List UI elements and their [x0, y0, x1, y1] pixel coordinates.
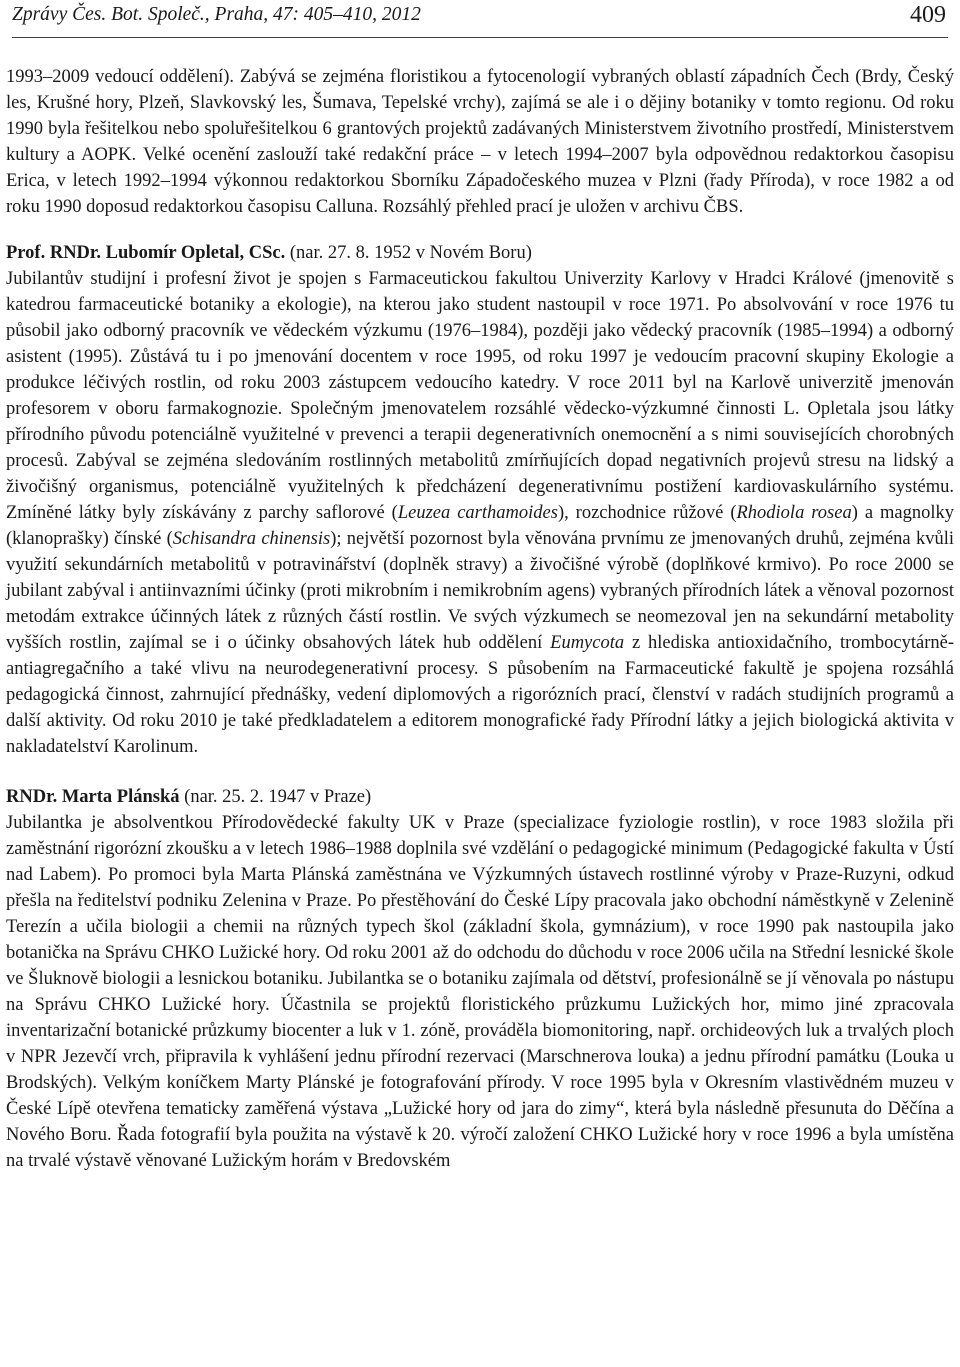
intro-paragraph: 1993–2009 vedoucí oddělení). Zabývá se zejména floristikou a fytocenologií vybraných oblastí západních Čech (Brdy, Český les, Krušné hory, Plzeň, Slavkovský les, Šumava, Tepelské vrchy), zajímá se ale i o dějiny botaniky v tomto regionu. Od roku 1990 byla řešitelkou nebo spoluřešitelkou 6 grantových projektů zadávaných Ministerstvem životního prostředí, Ministerstvem kultury a AOPK. Velké ocenění zaslouží také redakční práce – v letech 1994–2007 byla odpovědnou redaktorkou časopisu Erica, v letech 1992–1994 výkonnou redaktorkou Sborníku Západočeského muzea v Plzni (řady Příroda), v roce 1982 a od roku 1990 doposud redaktorkou časopisu Calluna. Rozsáhlý přehled prací je uložen v archivu ČBS. — [6, 67, 954, 217]
entry-dates-opletal: (nar. 27. 8. 1952 v Novém Boru) — [285, 243, 532, 263]
entry-heading-opletal — [6, 240, 954, 266]
entry-body-planska: Jubilantka je absolventkou Přírodovědecké fakulty UK v Praze (specializace fyziologie rostlin), v roce 1983 složila při zaměstnání rigorózní zkoušku a v letech 1986–1988 doplnila své vzdělání o pedagogické minimum (Pedagogické fakulta v Ústí nad Labem). Po promoci byla Marta Plánská zaměstnána ve Výzkumných ústavech rostlinné výroby v Praze-Ruzyni, odkud přešla na ředitelství podniku Zelenina v Praze. Po přestěhování do České Lípy pracovala jako obchodní náměstkyně v Zelenině Terezín a učila biologii a chemii na různých typech škol (základní škola, gymnázium), v roce 1990 pak nastoupila jako botanička na Správu CHKO Lužické hory. Od roku 2001 až do odchodu do důchodu v roce 2006 učila na Střední lesnické škole ve Šluknově biologii a lesnickou botaniku. Jubilantka se o botaniku zajímala od dětství, profesionálně se jí věnovala po nástupu na Správu CHKO Lužické hory. Účastnila se projektů floristického průzkumu Lužických hor, mimo jiné zpracovala inventarizační botanické průzkumy biocenter a luk v 1. zóně, prováděla biomonitoring, např. orchideových luk a trvalých ploch v NPR Jezevčí vrch, připravila k vyhlášení jednu přírodní rezervaci (Marschnerova louka) a jednu přírodní památku (Louka u Brodských). Velkým koníčkem Marty Plánské je fotografování přírody. V roce 1995 byla v Okresním vlastivědném muzeu v České Lípě otevřena tematicky zaměřená výstava „Lužické hory od jara do zimy“, která byla následně přesunuta do Děčína a Nového Boru. Řada fotografií byla použita na výstavě k 20. výročí založení CHKO Lužické hory v roce 1996 a byla umístěna na trvalé výstavě věnované Lužickým horám v Bredovském — [6, 813, 954, 1171]
body-text: ) a magnolky (klanoprašky) čínské ( — [6, 503, 954, 549]
entry-dates-planska: (nar. 25. 2. 1947 v Praze) — [179, 787, 372, 807]
header-rule — [12, 37, 948, 38]
taxon-name: Rhodiola rosea — [736, 503, 852, 523]
taxon-name: Leuzea carthamoides — [397, 503, 558, 523]
entry-name-opletal: Prof. RNDr. Lubomír Opletal, CSc. — [6, 243, 286, 263]
body-text: z hlediska antioxidačního, trombocytárně-antiagregačního a také vlivu na neurodegenerativní procesy. S působením na Farmaceutické fakultě je spojena rozsáhlá pedagogická činnost, zahrnující přednášky, vedení diplomových a rigorózních prací, členství v radách studijních programů a další aktivity. Od roku 2010 je také předkladatelem a editorem monografické řady Přírodní látky a jejich biologická aktivita v nakladatelství Karolinum. — [6, 633, 954, 757]
taxon-name: Schisandra chinensis — [172, 529, 331, 549]
taxon-name: Eumycota — [550, 633, 625, 653]
entry-name-planska: RNDr. Marta Plánská — [6, 787, 180, 807]
entry-heading-planska — [6, 784, 954, 810]
body-text: ), rozchodnice růžové ( — [557, 503, 737, 523]
journal-citation: Zprávy Čes. Bot. Společ., Praha, 47: 405–410, 2012 — [12, 4, 421, 25]
body-text: Jubilantův studijní i profesní život je spojen s Farmaceutickou fakultou Univerzity Karlovy v Hradci Králové (jmenovitě s katedrou farmaceutické botaniky a ekologie), na kterou jako student nastoupil v roce 1971. Po absolvování v roce 1976 tu působil jako odborný pracovník ve vědeckém výzkumu (1976–1984), později jako vědecký pracovník (1985–1994) a odborný asistent (1995). Zůstává tu i po jmenování docentem v roce 1995, od roku 1997 je vedoucím pracovní skupiny Ekologie a produkce léčivých rostlin, od roku 2003 zástupcem vedoucího katedry. V roce 2011 byl na Karlově univerzitě jmenován profesorem v oboru farmakognozie. Společným jmenovatelem rozsáhlé vědecko-výzkumné činnosti L. Opletala jsou látky přírodního původu potenciálně využitelné v prevenci a terapii degenerativních onemocnění a s nimi souvisejících chorobných procesů. Zabýval se zejména sledováním rostlinných metabolitů zmírňujících dopad negativních projevů stresu na lidský a živočišný organismus, potenciálně využitelných k předcházení degenerativnímu postižení kardiovaskulárního systému. Zmíněné látky byly získávány z parchy saflorové ( — [6, 269, 954, 523]
running-header — [6, 0, 954, 50]
page-number: 409 — [910, 2, 946, 28]
body-text: ); největší pozornost byla věnována prvnímu ze jmenovaných druhů, zejména kvůli využití sekundárních metabolitů v potravinářství (doplněk stravy) a živočišné výrobě (doplňkové krmivo). Po roce 2000 se jubilant zabýval i antiinvazními účinky (proti mikrobním i nemikrobním agens) vybraných přírodních látek a věnoval pozornost metodám extrakce účinných látek z různých částí rostlin. Ve svých výzkumech se neomezoval jen na sekundární metabolity vyšších rostlin, zajímal se i o účinky obsahových látek hub oddělení — [6, 529, 954, 653]
entry-body-opletal — [6, 266, 954, 760]
